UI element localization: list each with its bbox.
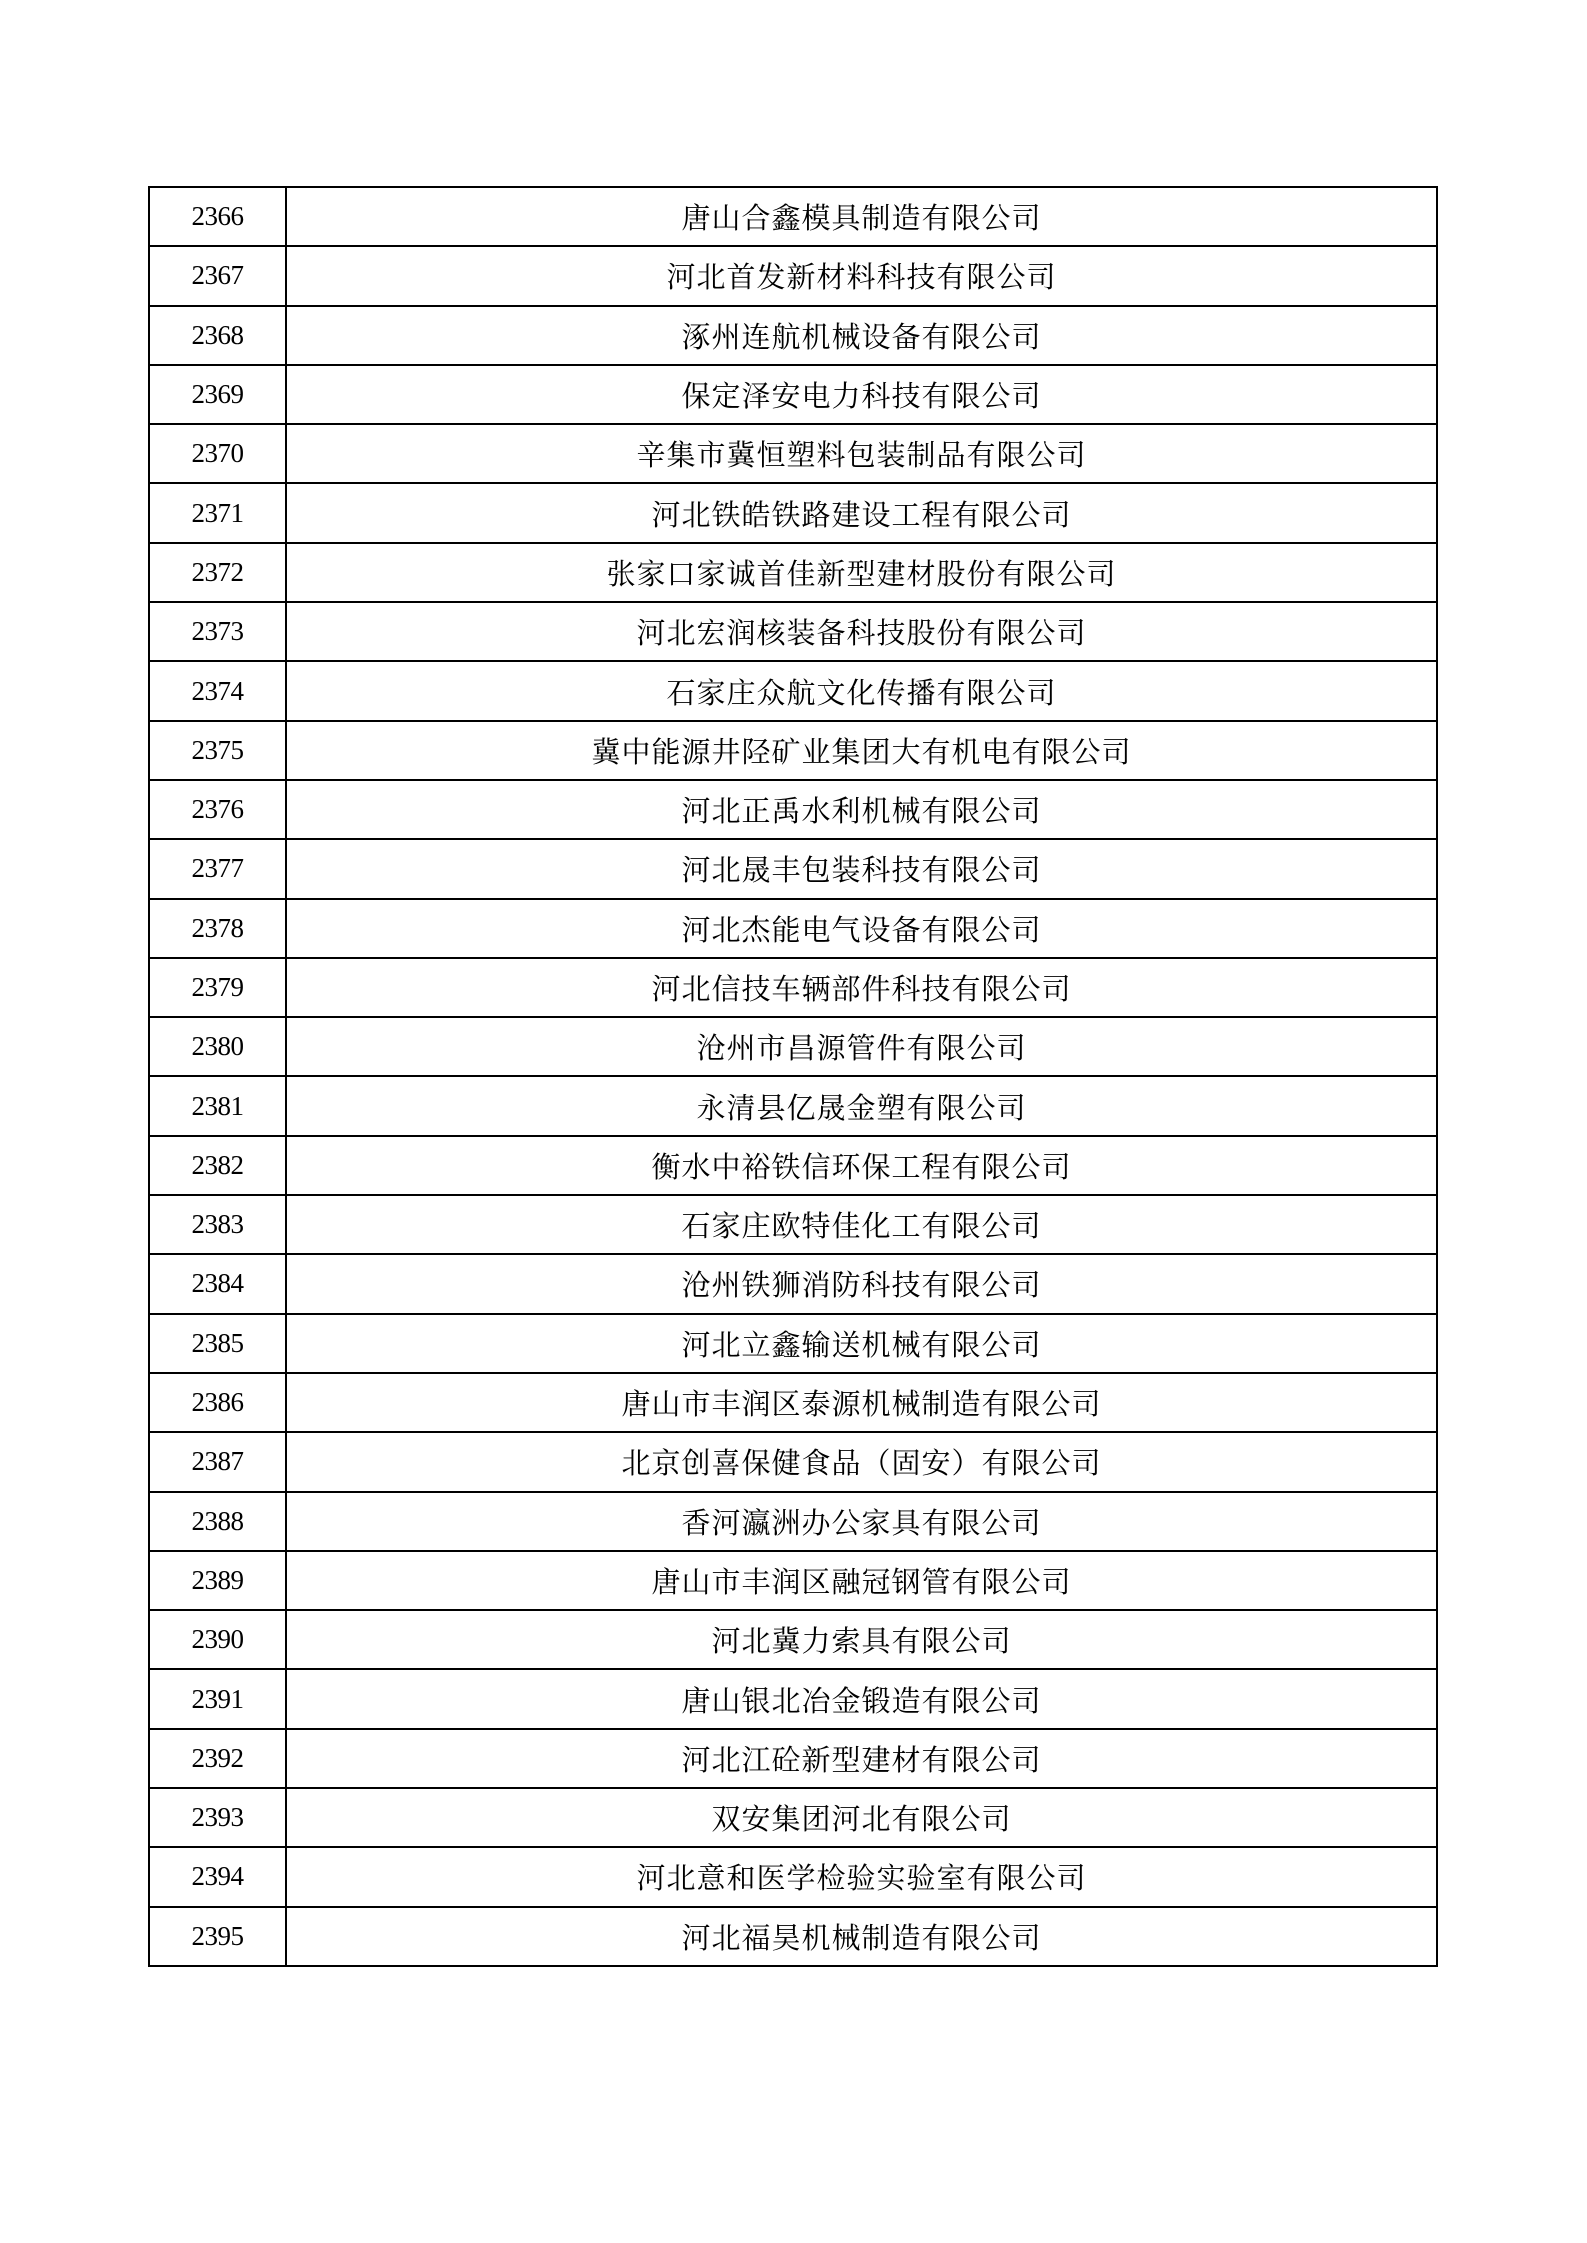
table-row — [149, 721, 1437, 780]
row-number-cell: 2395 — [149, 1907, 286, 1966]
company-name-cell: 河北江砼新型建材有限公司 — [286, 1729, 1437, 1788]
company-name-cell: 唐山合鑫模具制造有限公司 — [286, 187, 1437, 246]
company-name-cell: 河北正禹水利机械有限公司 — [286, 780, 1437, 839]
table-row — [149, 1610, 1437, 1669]
row-number-cell: 2379 — [149, 958, 286, 1017]
row-number-cell: 2389 — [149, 1551, 286, 1610]
table-row — [149, 1551, 1437, 1610]
company-name-cell: 冀中能源井陉矿业集团大有机电有限公司 — [286, 721, 1437, 780]
company-name-cell: 河北立鑫输送机械有限公司 — [286, 1314, 1437, 1373]
row-number-cell: 2392 — [149, 1729, 286, 1788]
row-number-cell: 2371 — [149, 483, 286, 542]
company-name-cell: 辛集市冀恒塑料包装制品有限公司 — [286, 424, 1437, 483]
table-row — [149, 1314, 1437, 1373]
company-name-cell: 北京创喜保健食品（固安）有限公司 — [286, 1432, 1437, 1491]
table-row — [149, 958, 1437, 1017]
table-row — [149, 1254, 1437, 1313]
row-number-cell: 2390 — [149, 1610, 286, 1669]
table-row — [149, 1136, 1437, 1195]
company-name-cell: 唐山市丰润区泰源机械制造有限公司 — [286, 1373, 1437, 1432]
company-name-cell: 唐山银北冶金锻造有限公司 — [286, 1669, 1437, 1728]
table-row — [149, 1847, 1437, 1906]
company-name-cell: 河北杰能电气设备有限公司 — [286, 899, 1437, 958]
table-row — [149, 483, 1437, 542]
table-row — [149, 1432, 1437, 1491]
company-name-cell: 河北晟丰包装科技有限公司 — [286, 839, 1437, 898]
company-name-cell: 双安集团河北有限公司 — [286, 1788, 1437, 1847]
table-row — [149, 543, 1437, 602]
row-number-cell: 2391 — [149, 1669, 286, 1728]
row-number-cell: 2386 — [149, 1373, 286, 1432]
table-row — [149, 424, 1437, 483]
table-row — [149, 839, 1437, 898]
table-row — [149, 246, 1437, 305]
company-name-cell: 河北意和医学检验实验室有限公司 — [286, 1847, 1437, 1906]
row-number-cell: 2381 — [149, 1076, 286, 1135]
row-number-cell: 2388 — [149, 1492, 286, 1551]
table-body — [149, 187, 1437, 1966]
table-row — [149, 1017, 1437, 1076]
row-number-cell: 2384 — [149, 1254, 286, 1313]
company-name-cell: 张家口家诚首佳新型建材股份有限公司 — [286, 543, 1437, 602]
company-name-cell: 涿州连航机械设备有限公司 — [286, 306, 1437, 365]
company-name-cell: 河北宏润核装备科技股份有限公司 — [286, 602, 1437, 661]
table-row — [149, 1492, 1437, 1551]
company-name-cell: 石家庄欧特佳化工有限公司 — [286, 1195, 1437, 1254]
company-name-cell: 河北铁皓铁路建设工程有限公司 — [286, 483, 1437, 542]
row-number-cell: 2369 — [149, 365, 286, 424]
table-row — [149, 1729, 1437, 1788]
company-name-cell: 河北福昊机械制造有限公司 — [286, 1907, 1437, 1966]
row-number-cell: 2377 — [149, 839, 286, 898]
company-name-cell: 河北信技车辆部件科技有限公司 — [286, 958, 1437, 1017]
table-row — [149, 780, 1437, 839]
row-number-cell: 2367 — [149, 246, 286, 305]
table-row — [149, 1669, 1437, 1728]
table-row — [149, 602, 1437, 661]
row-number-cell: 2394 — [149, 1847, 286, 1906]
table-row — [149, 187, 1437, 246]
row-number-cell: 2375 — [149, 721, 286, 780]
row-number-cell: 2370 — [149, 424, 286, 483]
company-name-cell: 保定泽安电力科技有限公司 — [286, 365, 1437, 424]
table-row — [149, 1076, 1437, 1135]
row-number-cell: 2378 — [149, 899, 286, 958]
table-row — [149, 1788, 1437, 1847]
row-number-cell: 2383 — [149, 1195, 286, 1254]
row-number-cell: 2376 — [149, 780, 286, 839]
table-row — [149, 899, 1437, 958]
table-row — [149, 306, 1437, 365]
company-name-cell: 沧州市昌源管件有限公司 — [286, 1017, 1437, 1076]
company-name-cell: 衡水中裕铁信环保工程有限公司 — [286, 1136, 1437, 1195]
row-number-cell: 2387 — [149, 1432, 286, 1491]
table-row — [149, 1373, 1437, 1432]
company-name-cell: 香河瀛洲办公家具有限公司 — [286, 1492, 1437, 1551]
row-number-cell: 2374 — [149, 661, 286, 720]
company-name-cell: 河北首发新材料科技有限公司 — [286, 246, 1437, 305]
row-number-cell: 2372 — [149, 543, 286, 602]
table-row — [149, 1907, 1437, 1966]
row-number-cell: 2380 — [149, 1017, 286, 1076]
company-name-cell: 永清县亿晟金塑有限公司 — [286, 1076, 1437, 1135]
row-number-cell: 2373 — [149, 602, 286, 661]
table-row — [149, 661, 1437, 720]
row-number-cell: 2366 — [149, 187, 286, 246]
table-row — [149, 1195, 1437, 1254]
row-number-cell: 2368 — [149, 306, 286, 365]
company-name-cell: 唐山市丰润区融冠钢管有限公司 — [286, 1551, 1437, 1610]
company-name-cell: 石家庄众航文化传播有限公司 — [286, 661, 1437, 720]
company-name-cell: 河北冀力索具有限公司 — [286, 1610, 1437, 1669]
row-number-cell: 2382 — [149, 1136, 286, 1195]
table-row — [149, 365, 1437, 424]
row-number-cell: 2385 — [149, 1314, 286, 1373]
row-number-cell: 2393 — [149, 1788, 286, 1847]
company-name-cell: 沧州铁狮消防科技有限公司 — [286, 1254, 1437, 1313]
company-list-table — [148, 186, 1438, 1967]
